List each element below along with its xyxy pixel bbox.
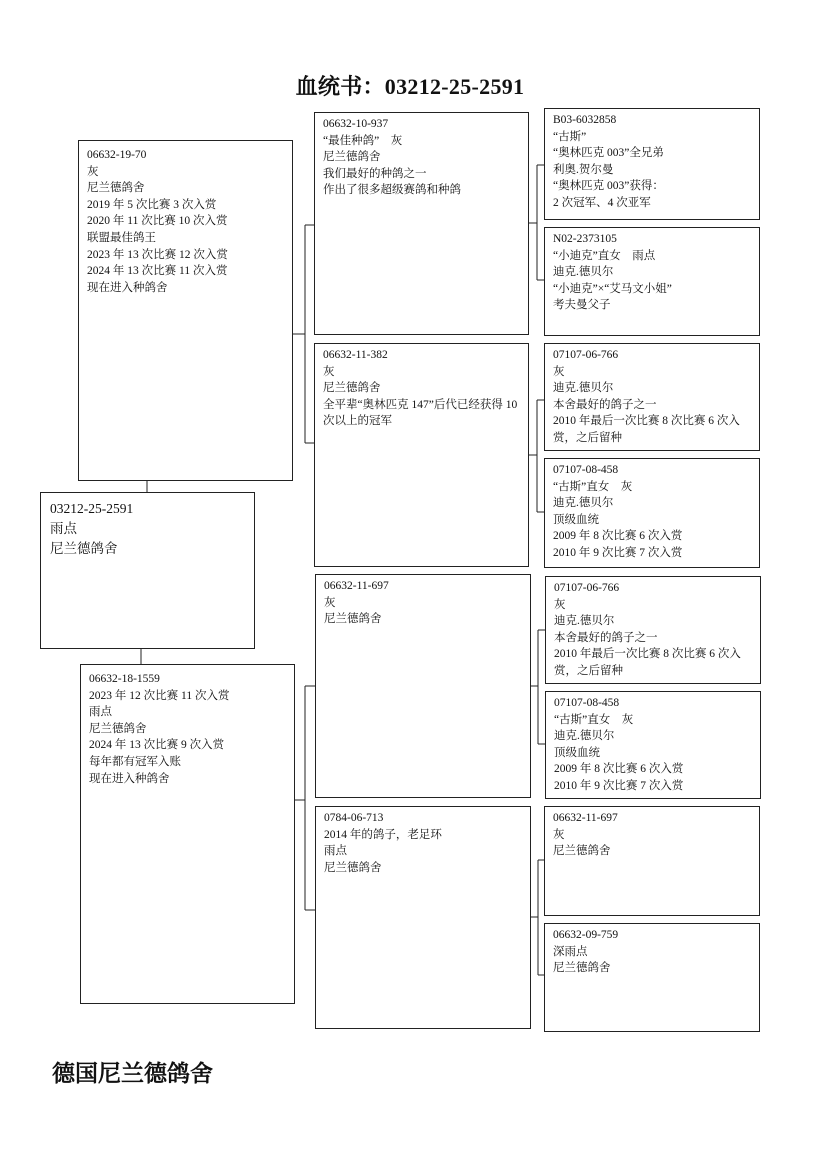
dam-dam-box xyxy=(315,806,531,1029)
loft-name-footer: 德国尼兰德鸽舍 xyxy=(52,1061,213,1087)
sire-line: 尼兰德鸽舍 xyxy=(87,182,145,195)
gg2-ring-number: N02-2373105 xyxy=(553,233,617,245)
subject-pigeon-box xyxy=(40,492,255,649)
dam-dam-line: 雨点 xyxy=(324,845,347,858)
gg4-line: “古斯”直女 灰 xyxy=(553,480,633,493)
sire-sire-ring-number: 06632-10-937 xyxy=(323,118,389,130)
gg3-ring-number: 07107-06-766 xyxy=(553,349,619,361)
sire-box xyxy=(78,140,293,481)
connector-sd-parents xyxy=(528,400,544,512)
subject-ring-number: 03212-25-2591 xyxy=(50,501,134,516)
gg1-line: “奥林匹克 003”获得： xyxy=(553,180,664,193)
dam-box xyxy=(80,664,295,1004)
connector-ds-parents xyxy=(530,630,545,744)
gg7-line: 灰 xyxy=(553,828,565,841)
gg2-line: 迪克.德贝尔 xyxy=(553,266,614,279)
gg4-line: 顶级血统 xyxy=(553,513,599,526)
gg5-line: 本舍最好的鸽子之一 xyxy=(554,631,658,644)
gg3-line: 迪克.德贝尔 xyxy=(553,382,614,395)
sire-line: 2020 年 11 次比赛 10 次入赏 xyxy=(87,215,228,228)
dam-sire-box xyxy=(315,574,531,798)
gg4-ring-number: 07107-08-458 xyxy=(553,464,619,476)
gg2-line: “小迪克”×“艾马文小姐” xyxy=(553,282,672,295)
dam-sire-ring-number: 06632-11-697 xyxy=(324,580,389,592)
gg3-line: 灰 xyxy=(553,365,565,378)
dam-line: 雨点 xyxy=(89,706,112,719)
gg4-line: 2010 年 9 次比赛 7 次入赏 xyxy=(553,546,683,559)
sire-sire-line: “最佳种鸽” 灰 xyxy=(323,134,403,147)
gg2-line: 考夫曼父子 xyxy=(553,299,611,312)
dam-dam-ring-number: 0784-06-713 xyxy=(324,812,384,824)
gg5-line: 迪克.德贝尔 xyxy=(554,615,615,628)
sire-line: 2023 年 13 次比赛 12 次入赏 xyxy=(87,248,228,261)
great-grandparent-6-box xyxy=(545,691,761,799)
gg6-line: “古斯”直女 灰 xyxy=(554,713,634,726)
connector-sire-parents xyxy=(293,225,314,443)
great-grandparent-5-box xyxy=(545,576,761,684)
gg1-line: 利奥.贺尔曼 xyxy=(553,163,614,176)
sire-line: 现在进入种鸽舍 xyxy=(87,281,168,294)
gg5-line: 2010 年最后一次比赛 8 次比赛 6 次入赏，之后留种 xyxy=(554,648,741,677)
gg8-ring-number: 06632-09-759 xyxy=(553,929,619,941)
dam-line: 2024 年 13 次比赛 9 次入赏 xyxy=(89,739,225,752)
gg8-line: 尼兰德鸽舍 xyxy=(553,962,611,975)
connector-dd-parents xyxy=(530,860,544,975)
great-grandparent-4-box xyxy=(544,458,760,568)
gg2-line: “小迪克”直女 雨点 xyxy=(553,249,656,262)
gg3-line: 2010 年最后一次比赛 8 次比赛 6 次入赏，之后留种 xyxy=(553,415,740,444)
great-grandparent-8-box xyxy=(544,923,760,1032)
sire-sire-line: 作出了很多超级赛鸽和种鸽 xyxy=(323,184,461,197)
great-grandparent-7-box xyxy=(544,806,760,916)
gg1-ring-number: B03-6032858 xyxy=(553,114,617,126)
dam-line: 每年都有冠军入账 xyxy=(89,755,181,768)
sire-line: 灰 xyxy=(87,165,99,178)
sire-sire-line: 尼兰德鸽舍 xyxy=(323,151,381,164)
gg1-line: 2 次冠军、4 次亚军 xyxy=(553,196,651,209)
page-title: 血统书：03212-25-2591 xyxy=(295,74,525,99)
gg5-line: 灰 xyxy=(554,598,566,611)
sire-dam-ring-number: 06632-11-382 xyxy=(323,349,388,361)
gg6-line: 顶级血统 xyxy=(554,746,600,759)
gg4-line: 2009 年 8 次比赛 6 次入赏 xyxy=(553,530,683,543)
dam-dam-line: 尼兰德鸽舍 xyxy=(324,861,382,874)
great-grandparent-3-box xyxy=(544,343,760,451)
dam-sire-line: 灰 xyxy=(324,596,336,609)
sire-line: 联盟最佳鸽王 xyxy=(87,231,156,244)
gg5-ring-number: 07107-06-766 xyxy=(554,582,620,594)
gg1-line: “古斯” xyxy=(553,130,587,143)
subject-loft: 尼兰德鸽舍 xyxy=(50,541,118,556)
dam-ring-number: 06632-18-1559 xyxy=(89,673,160,685)
sire-ring-number: 06632-19-70 xyxy=(87,149,147,161)
dam-line: 2023 年 12 次比赛 11 次入赏 xyxy=(89,689,230,702)
gg8-line: 深雨点 xyxy=(553,945,588,958)
sire-dam-line: 灰 xyxy=(323,365,335,378)
connector-ss-parents xyxy=(528,165,544,280)
gg7-line: 尼兰德鸽舍 xyxy=(553,845,611,858)
gg6-line: 2010 年 9 次比赛 7 次入赏 xyxy=(554,779,684,792)
sire-sire-line: 我们最好的种鸽之一 xyxy=(323,167,427,180)
gg6-line: 2009 年 8 次比赛 6 次入赏 xyxy=(554,763,684,776)
gg6-line: 迪克.德贝尔 xyxy=(554,730,615,743)
gg7-ring-number: 06632-11-697 xyxy=(553,812,618,824)
sire-line: 2019 年 5 次比赛 3 次入赏 xyxy=(87,198,217,211)
dam-dam-line: 2014 年的鸽子，老足环 xyxy=(324,828,442,841)
gg6-ring-number: 07107-08-458 xyxy=(554,697,620,709)
sire-dam-line: 尼兰德鸽舍 xyxy=(323,382,381,395)
dam-sire-line: 尼兰德鸽舍 xyxy=(324,613,382,626)
dam-line: 尼兰德鸽舍 xyxy=(89,722,147,735)
gg4-line: 迪克.德贝尔 xyxy=(553,497,614,510)
sire-line: 2024 年 13 次比赛 11 次入赏 xyxy=(87,265,228,278)
sire-dam-box xyxy=(314,343,529,567)
gg3-line: 本舍最好的鸽子之一 xyxy=(553,398,657,411)
great-grandparent-2-box xyxy=(544,227,760,336)
sire-sire-box xyxy=(314,112,529,335)
subject-color: 雨点 xyxy=(50,521,77,536)
connector-dam-parents xyxy=(295,686,315,910)
sire-dam-line: 全平辈“奥林匹克 147”后代已经获得 10 次以上的冠军 xyxy=(323,398,521,428)
great-grandparent-1-box xyxy=(544,108,760,220)
dam-line: 现在进入种鸽舍 xyxy=(89,772,170,785)
gg1-line: “奥林匹克 003”全兄弟 xyxy=(553,147,664,160)
